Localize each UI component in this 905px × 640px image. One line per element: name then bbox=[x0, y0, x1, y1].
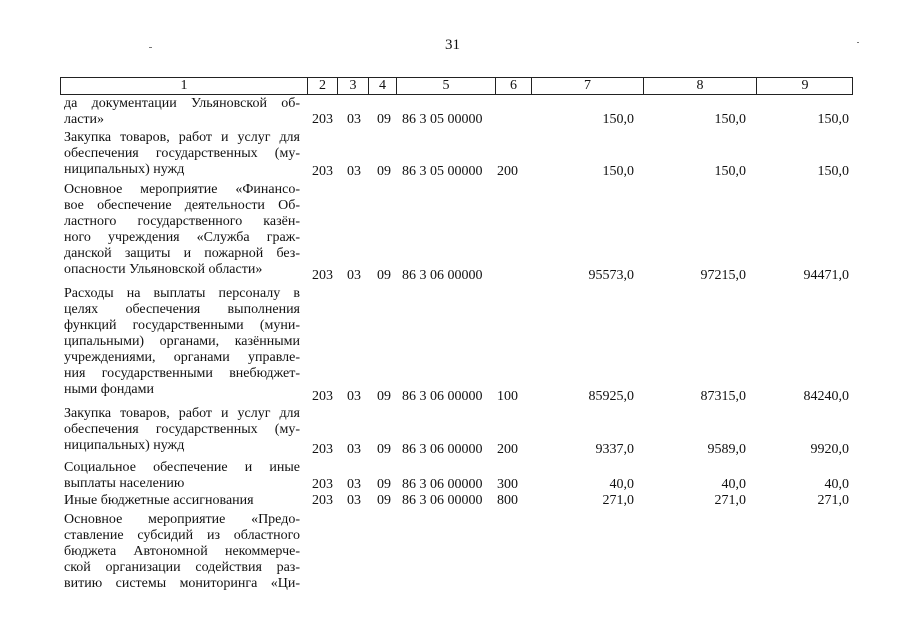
section-code: 03 bbox=[347, 389, 361, 404]
target-article-code: 86 3 06 00000 bbox=[402, 389, 483, 404]
amount-col-9: 271,0 bbox=[817, 493, 849, 508]
row-description bbox=[64, 130, 300, 178]
description-line: ния государственными внебюджет- bbox=[64, 366, 300, 381]
amount-col-7: 9337,0 bbox=[595, 442, 634, 457]
description-line: Иные бюджетные ассигнования bbox=[64, 493, 254, 508]
section-code: 03 bbox=[347, 493, 361, 508]
amount-col-8: 40,0 bbox=[721, 477, 746, 492]
description-line: ного учреждения «Служба граж- bbox=[64, 230, 300, 245]
description-line: да документации Ульяновской об- bbox=[64, 96, 300, 111]
target-article-code: 86 3 06 00000 bbox=[402, 442, 483, 457]
header-col-8: 8 bbox=[643, 78, 756, 94]
description-line: ставление субсидий из областного bbox=[64, 528, 300, 543]
amount-col-8: 97215,0 bbox=[700, 268, 746, 283]
section-code: 03 bbox=[347, 477, 361, 492]
section-code: 03 bbox=[347, 164, 361, 179]
header-col-7: 7 bbox=[531, 78, 643, 94]
target-article-code: 86 3 05 00000 bbox=[402, 164, 483, 179]
chapter-code: 203 bbox=[312, 112, 333, 127]
section-code: 03 bbox=[347, 268, 361, 283]
scan-speck bbox=[857, 42, 859, 43]
description-line: ниципальных) нужд bbox=[64, 162, 185, 177]
target-article-code: 86 3 05 00000 bbox=[402, 112, 483, 127]
amount-col-7: 150,0 bbox=[602, 164, 634, 179]
row-description bbox=[64, 286, 300, 398]
amount-col-9: 94471,0 bbox=[803, 268, 849, 283]
header-col-9: 9 bbox=[756, 78, 853, 94]
description-line: данской защиты и пожарной без- bbox=[64, 246, 300, 261]
amount-col-9: 84240,0 bbox=[803, 389, 849, 404]
row-description bbox=[64, 460, 300, 492]
description-line: вое обеспечение деятельности Об- bbox=[64, 198, 300, 213]
subsection-code: 09 bbox=[377, 477, 391, 492]
subsection-code: 09 bbox=[377, 493, 391, 508]
amount-col-9: 40,0 bbox=[824, 477, 849, 492]
chapter-code: 203 bbox=[312, 389, 333, 404]
amount-col-7: 95573,0 bbox=[588, 268, 634, 283]
subsection-code: 09 bbox=[377, 389, 391, 404]
row-description bbox=[64, 512, 300, 592]
chapter-code: 203 bbox=[312, 442, 333, 457]
chapter-code: 203 bbox=[312, 477, 333, 492]
target-article-code: 86 3 06 00000 bbox=[402, 477, 483, 492]
amount-col-9: 150,0 bbox=[817, 164, 849, 179]
description-line: Основное мероприятие «Предо- bbox=[64, 512, 300, 527]
header-col-3: 3 bbox=[337, 78, 368, 94]
row-description bbox=[64, 406, 300, 454]
amount-col-8: 87315,0 bbox=[700, 389, 746, 404]
description-line: учреждениями, органами управле- bbox=[64, 350, 300, 365]
header-col-6: 6 bbox=[495, 78, 531, 94]
subsection-code: 09 bbox=[377, 164, 391, 179]
table-header-row bbox=[60, 77, 853, 95]
expense-type-code: 200 bbox=[497, 442, 518, 457]
header-col-2: 2 bbox=[307, 78, 337, 94]
description-line: Закупка товаров, работ и услуг для bbox=[64, 130, 300, 145]
section-code: 03 bbox=[347, 112, 361, 127]
target-article-code: 86 3 06 00000 bbox=[402, 493, 483, 508]
description-line: витию системы мониторинга «Ци- bbox=[64, 576, 300, 591]
description-line: обеспечения государственных (му- bbox=[64, 146, 300, 161]
expense-type-code: 200 bbox=[497, 164, 518, 179]
description-line: целях обеспечения выполнения bbox=[64, 302, 300, 317]
header-col-5: 5 bbox=[396, 78, 495, 94]
row-description bbox=[64, 493, 300, 509]
description-line: ниципальных) нужд bbox=[64, 438, 185, 453]
description-line: ными фондами bbox=[64, 382, 155, 397]
amount-col-9: 150,0 bbox=[817, 112, 849, 127]
chapter-code: 203 bbox=[312, 268, 333, 283]
amount-col-9: 9920,0 bbox=[810, 442, 849, 457]
description-line: Расходы на выплаты персоналу в bbox=[64, 286, 300, 301]
chapter-code: 203 bbox=[312, 164, 333, 179]
amount-col-8: 271,0 bbox=[714, 493, 746, 508]
expense-type-code: 800 bbox=[497, 493, 518, 508]
subsection-code: 09 bbox=[377, 112, 391, 127]
row-description bbox=[64, 96, 300, 128]
amount-col-7: 85925,0 bbox=[588, 389, 634, 404]
description-line: Социальное обеспечение и иные bbox=[64, 460, 300, 475]
subsection-code: 09 bbox=[377, 442, 391, 457]
header-col-4: 4 bbox=[368, 78, 396, 94]
subsection-code: 09 bbox=[377, 268, 391, 283]
description-line: выплаты населению bbox=[64, 476, 185, 491]
description-line: функций государственными (муни- bbox=[64, 318, 300, 333]
description-line: Основное мероприятие «Финансо- bbox=[64, 182, 300, 197]
amount-col-7: 150,0 bbox=[602, 112, 634, 127]
description-line: ластного государственного казён- bbox=[64, 214, 300, 229]
page-number: 31 bbox=[445, 37, 460, 53]
amount-col-8: 9589,0 bbox=[707, 442, 746, 457]
description-line: обеспечения государственных (му- bbox=[64, 422, 300, 437]
amount-col-8: 150,0 bbox=[714, 164, 746, 179]
description-line: опасности Ульяновской области» bbox=[64, 262, 263, 277]
chapter-code: 203 bbox=[312, 493, 333, 508]
amount-col-7: 40,0 bbox=[609, 477, 634, 492]
row-description bbox=[64, 182, 300, 278]
amount-col-8: 150,0 bbox=[714, 112, 746, 127]
section-code: 03 bbox=[347, 442, 361, 457]
target-article-code: 86 3 06 00000 bbox=[402, 268, 483, 283]
expense-type-code: 100 bbox=[497, 389, 518, 404]
description-line: Закупка товаров, работ и услуг для bbox=[64, 406, 300, 421]
description-line: ципальными) органами, казёнными bbox=[64, 334, 300, 349]
amount-col-7: 271,0 bbox=[602, 493, 634, 508]
description-line: ской организации содействия раз- bbox=[64, 560, 300, 575]
expense-type-code: 300 bbox=[497, 477, 518, 492]
header-col-1: 1 bbox=[180, 78, 188, 93]
scan-speck bbox=[149, 47, 152, 48]
description-line: бюджета Автономной некоммерче- bbox=[64, 544, 300, 559]
description-line: ласти» bbox=[64, 112, 105, 127]
